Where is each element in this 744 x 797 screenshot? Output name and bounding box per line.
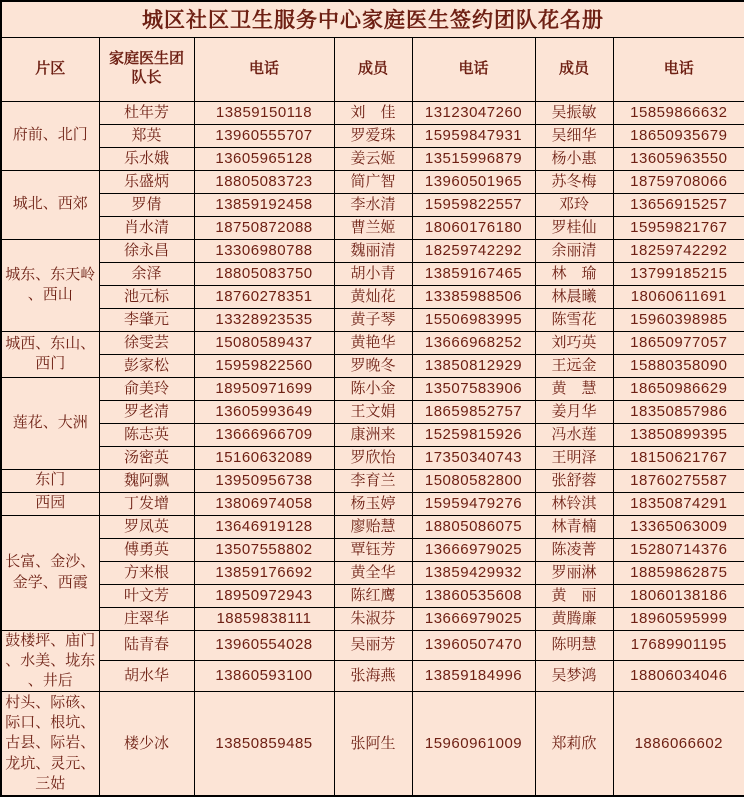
member2-phone-cell: 18859862875 (613, 561, 744, 584)
leader-name-cell: 傅勇英 (99, 538, 194, 561)
member1-phone-cell: 15960961009 (412, 692, 535, 796)
member2-name-cell: 陈凌菁 (535, 538, 613, 561)
member1-phone-cell: 18259742292 (412, 239, 535, 262)
leader-phone-cell: 13605965128 (194, 147, 334, 170)
member1-phone-cell: 13666979025 (412, 538, 535, 561)
member2-phone-cell: 17689901195 (613, 630, 744, 661)
member1-phone-cell: 15080582800 (412, 469, 535, 492)
member2-name-cell: 刘巧英 (535, 331, 613, 354)
member1-name-cell: 康洲来 (334, 423, 412, 446)
leader-phone-cell: 13328923535 (194, 308, 334, 331)
leader-name-cell: 俞美玲 (99, 377, 194, 400)
member1-name-cell: 胡小青 (334, 262, 412, 285)
leader-name-cell: 杜年芳 (99, 101, 194, 124)
member1-phone-cell: 13859429932 (412, 561, 535, 584)
leader-phone-cell: 15959822560 (194, 354, 334, 377)
member2-name-cell: 林铃淇 (535, 492, 613, 515)
leader-name-cell: 庄翠华 (99, 607, 194, 630)
member2-phone-cell: 13799185215 (613, 262, 744, 285)
member1-name-cell: 姜云姬 (334, 147, 412, 170)
leader-phone-cell: 13950956738 (194, 469, 334, 492)
leader-phone-cell: 13859176692 (194, 561, 334, 584)
member1-phone-cell: 13960501965 (412, 170, 535, 193)
district-cell: 鼓楼坪、庙门、水美、垅东、井后 (1, 630, 99, 692)
member2-phone-cell: 13656915257 (613, 193, 744, 216)
leader-phone-cell: 13646919128 (194, 515, 334, 538)
leader-name-cell: 罗老清 (99, 400, 194, 423)
member2-name-cell: 邓玲 (535, 193, 613, 216)
leader-phone-cell: 15160632089 (194, 446, 334, 469)
member2-name-cell: 吴振敏 (535, 101, 613, 124)
member1-name-cell: 黄全华 (334, 561, 412, 584)
member1-name-cell: 曹兰姬 (334, 216, 412, 239)
member1-phone-cell: 13860535608 (412, 584, 535, 607)
member1-phone-cell: 13123047260 (412, 101, 535, 124)
table-row (1, 661, 744, 692)
leader-name-cell: 楼少冰 (99, 692, 194, 796)
member1-name-cell: 陈红鹰 (334, 584, 412, 607)
column-header-7: 电话 (613, 37, 744, 101)
leader-name-cell: 彭家松 (99, 354, 194, 377)
member1-name-cell: 王文娟 (334, 400, 412, 423)
member2-name-cell: 罗丽淋 (535, 561, 613, 584)
district-cell: 东门 (1, 469, 99, 492)
member2-name-cell: 张舒蓉 (535, 469, 613, 492)
member1-phone-cell: 13960507470 (412, 630, 535, 661)
member1-name-cell: 张阿生 (334, 692, 412, 796)
member1-name-cell: 李水清 (334, 193, 412, 216)
member2-phone-cell: 15880358090 (613, 354, 744, 377)
member1-name-cell: 黄灿花 (334, 285, 412, 308)
leader-name-cell: 罗倩 (99, 193, 194, 216)
table-row (1, 331, 744, 354)
member2-phone-cell: 15959821767 (613, 216, 744, 239)
leader-phone-cell: 18750872088 (194, 216, 334, 239)
member2-phone-cell: 18650977057 (613, 331, 744, 354)
leader-name-cell: 方来根 (99, 561, 194, 584)
member2-phone-cell: 18259742292 (613, 239, 744, 262)
leader-phone-cell: 18950972943 (194, 584, 334, 607)
table-row (1, 469, 744, 492)
member1-phone-cell: 15959822557 (412, 193, 535, 216)
member1-phone-cell: 13385988506 (412, 285, 535, 308)
member1-name-cell: 张海燕 (334, 661, 412, 692)
member2-name-cell: 郑莉欣 (535, 692, 613, 796)
leader-phone-cell: 15080589437 (194, 331, 334, 354)
table-row (1, 377, 744, 400)
leader-name-cell: 叶文芳 (99, 584, 194, 607)
member1-name-cell: 朱淑芬 (334, 607, 412, 630)
table-row (1, 239, 744, 262)
table-row (1, 101, 744, 124)
member1-phone-cell: 13859167465 (412, 262, 535, 285)
column-header-6: 成员 (535, 37, 613, 101)
table-row (1, 423, 744, 446)
member1-phone-cell: 13850812929 (412, 354, 535, 377)
district-cell: 莲花、大洲 (1, 377, 99, 469)
member2-phone-cell: 18650935679 (613, 124, 744, 147)
leader-name-cell: 李肇元 (99, 308, 194, 331)
member1-phone-cell: 13507583906 (412, 377, 535, 400)
leader-name-cell: 徐雯芸 (99, 331, 194, 354)
leader-phone-cell: 13605993649 (194, 400, 334, 423)
leader-phone-cell: 13507558802 (194, 538, 334, 561)
member1-name-cell: 魏丽清 (334, 239, 412, 262)
table-row (1, 584, 744, 607)
member2-phone-cell: 15280714376 (613, 538, 744, 561)
member2-phone-cell: 18060138186 (613, 584, 744, 607)
member1-phone-cell: 18659852757 (412, 400, 535, 423)
table-row (1, 147, 744, 170)
member2-phone-cell: 15859866632 (613, 101, 744, 124)
leader-name-cell: 陆青春 (99, 630, 194, 661)
leader-name-cell: 池元标 (99, 285, 194, 308)
member2-phone-cell: 13850899395 (613, 423, 744, 446)
leader-name-cell: 余泽 (99, 262, 194, 285)
member1-name-cell: 黄艳华 (334, 331, 412, 354)
leader-phone-cell: 13666966709 (194, 423, 334, 446)
member2-phone-cell: 13605963550 (613, 147, 744, 170)
member1-phone-cell: 15959479276 (412, 492, 535, 515)
table-row (1, 692, 744, 796)
district-cell: 府前、北门 (1, 101, 99, 170)
member2-name-cell: 余丽清 (535, 239, 613, 262)
column-header-1: 片区 (1, 37, 99, 101)
member2-name-cell: 吴梦鸿 (535, 661, 613, 692)
member1-name-cell: 罗欣怡 (334, 446, 412, 469)
leader-phone-cell: 13806974058 (194, 492, 334, 515)
member2-name-cell: 冯水莲 (535, 423, 613, 446)
member2-name-cell: 杨小惠 (535, 147, 613, 170)
table-row (1, 561, 744, 584)
member1-phone-cell: 13666968252 (412, 331, 535, 354)
member2-phone-cell: 18060611691 (613, 285, 744, 308)
district-cell: 长富、金沙、金学、西霞 (1, 515, 99, 630)
table-row (1, 216, 744, 239)
member2-phone-cell: 1886066602 (613, 692, 744, 796)
member2-phone-cell: 18806034046 (613, 661, 744, 692)
member2-name-cell: 林 瑜 (535, 262, 613, 285)
district-cell: 村头、际硋、际口、根坑、古县、际岩、龙坑、灵元、三姑 (1, 692, 99, 796)
member2-name-cell: 苏冬梅 (535, 170, 613, 193)
table-row (1, 446, 744, 469)
table-row (1, 630, 744, 661)
table-row (1, 285, 744, 308)
member1-name-cell: 廖贻慧 (334, 515, 412, 538)
leader-name-cell: 丁发增 (99, 492, 194, 515)
leader-name-cell: 陈志英 (99, 423, 194, 446)
table-row (1, 538, 744, 561)
member2-name-cell: 黄腾廉 (535, 607, 613, 630)
member2-name-cell: 吴细华 (535, 124, 613, 147)
district-cell: 城西、东山、西门 (1, 331, 99, 377)
leader-name-cell: 胡水华 (99, 661, 194, 692)
member2-phone-cell: 18760275587 (613, 469, 744, 492)
table-row (1, 170, 744, 193)
header-row (1, 37, 744, 101)
member2-name-cell: 王明泽 (535, 446, 613, 469)
member1-name-cell: 陈小金 (334, 377, 412, 400)
member2-phone-cell: 15960398985 (613, 308, 744, 331)
leader-phone-cell: 18950971699 (194, 377, 334, 400)
member2-phone-cell: 18350857986 (613, 400, 744, 423)
leader-name-cell: 肖水清 (99, 216, 194, 239)
member2-name-cell: 黄 慧 (535, 377, 613, 400)
leader-name-cell: 徐永昌 (99, 239, 194, 262)
member2-phone-cell: 18650986629 (613, 377, 744, 400)
leader-phone-cell: 13306980788 (194, 239, 334, 262)
member2-name-cell: 姜月华 (535, 400, 613, 423)
member2-phone-cell: 18759708066 (613, 170, 744, 193)
member2-phone-cell: 18350874291 (613, 492, 744, 515)
leader-phone-cell: 13960554028 (194, 630, 334, 661)
member1-name-cell: 罗爱珠 (334, 124, 412, 147)
member1-phone-cell: 15259815926 (412, 423, 535, 446)
member1-name-cell: 罗晚冬 (334, 354, 412, 377)
table-row (1, 607, 744, 630)
member1-phone-cell: 13666979025 (412, 607, 535, 630)
leader-phone-cell: 13850859485 (194, 692, 334, 796)
leader-name-cell: 郑英 (99, 124, 194, 147)
member1-name-cell: 覃钰芳 (334, 538, 412, 561)
table-row (1, 308, 744, 331)
leader-name-cell: 乐盛炳 (99, 170, 194, 193)
member2-phone-cell: 18960595999 (613, 607, 744, 630)
member2-name-cell: 林晨曦 (535, 285, 613, 308)
leader-phone-cell: 18760278351 (194, 285, 334, 308)
district-cell: 城北、西郊 (1, 170, 99, 239)
member1-phone-cell: 17350340743 (412, 446, 535, 469)
member1-phone-cell: 15506983995 (412, 308, 535, 331)
leader-name-cell: 罗凤英 (99, 515, 194, 538)
member2-name-cell: 罗桂仙 (535, 216, 613, 239)
member2-name-cell: 林青楠 (535, 515, 613, 538)
member2-name-cell: 陈雪花 (535, 308, 613, 331)
table-row (1, 193, 744, 216)
member1-name-cell: 李育兰 (334, 469, 412, 492)
member1-phone-cell: 13515996879 (412, 147, 535, 170)
leader-phone-cell: 13859192458 (194, 193, 334, 216)
table-row (1, 124, 744, 147)
member1-name-cell: 刘 佳 (334, 101, 412, 124)
column-header-2: 家庭医生团 队长 (99, 37, 194, 101)
column-header-3: 电话 (194, 37, 334, 101)
leader-phone-cell: 13859150118 (194, 101, 334, 124)
title-row (1, 1, 744, 37)
member1-phone-cell: 13859184996 (412, 661, 535, 692)
table-row (1, 354, 744, 377)
member1-phone-cell: 18805086075 (412, 515, 535, 538)
member2-name-cell: 王远金 (535, 354, 613, 377)
leader-phone-cell: 18859838111 (194, 607, 334, 630)
leader-name-cell: 汤密英 (99, 446, 194, 469)
leader-phone-cell: 18805083723 (194, 170, 334, 193)
member2-phone-cell: 18150621767 (613, 446, 744, 469)
member1-name-cell: 吴丽芳 (334, 630, 412, 661)
column-header-5: 电话 (412, 37, 535, 101)
leader-phone-cell: 18805083750 (194, 262, 334, 285)
leader-name-cell: 魏阿飘 (99, 469, 194, 492)
table-row (1, 492, 744, 515)
table-row (1, 262, 744, 285)
member2-name-cell: 黄 丽 (535, 584, 613, 607)
member1-name-cell: 简广智 (334, 170, 412, 193)
member1-phone-cell: 15959847931 (412, 124, 535, 147)
page-title: 城区社区卫生服务中心家庭医生签约团队花名册 (1, 1, 744, 37)
district-cell: 城东、东天岭、西山 (1, 239, 99, 331)
leader-phone-cell: 13960555707 (194, 124, 334, 147)
leader-phone-cell: 13860593100 (194, 661, 334, 692)
table-row (1, 400, 744, 423)
member1-phone-cell: 18060176180 (412, 216, 535, 239)
member2-phone-cell: 13365063009 (613, 515, 744, 538)
leader-name-cell: 乐水娥 (99, 147, 194, 170)
column-header-4: 成员 (334, 37, 412, 101)
member2-name-cell: 陈明慧 (535, 630, 613, 661)
member1-name-cell: 黄子琴 (334, 308, 412, 331)
district-cell: 西园 (1, 492, 99, 515)
member1-name-cell: 杨玉婷 (334, 492, 412, 515)
table-row (1, 515, 744, 538)
